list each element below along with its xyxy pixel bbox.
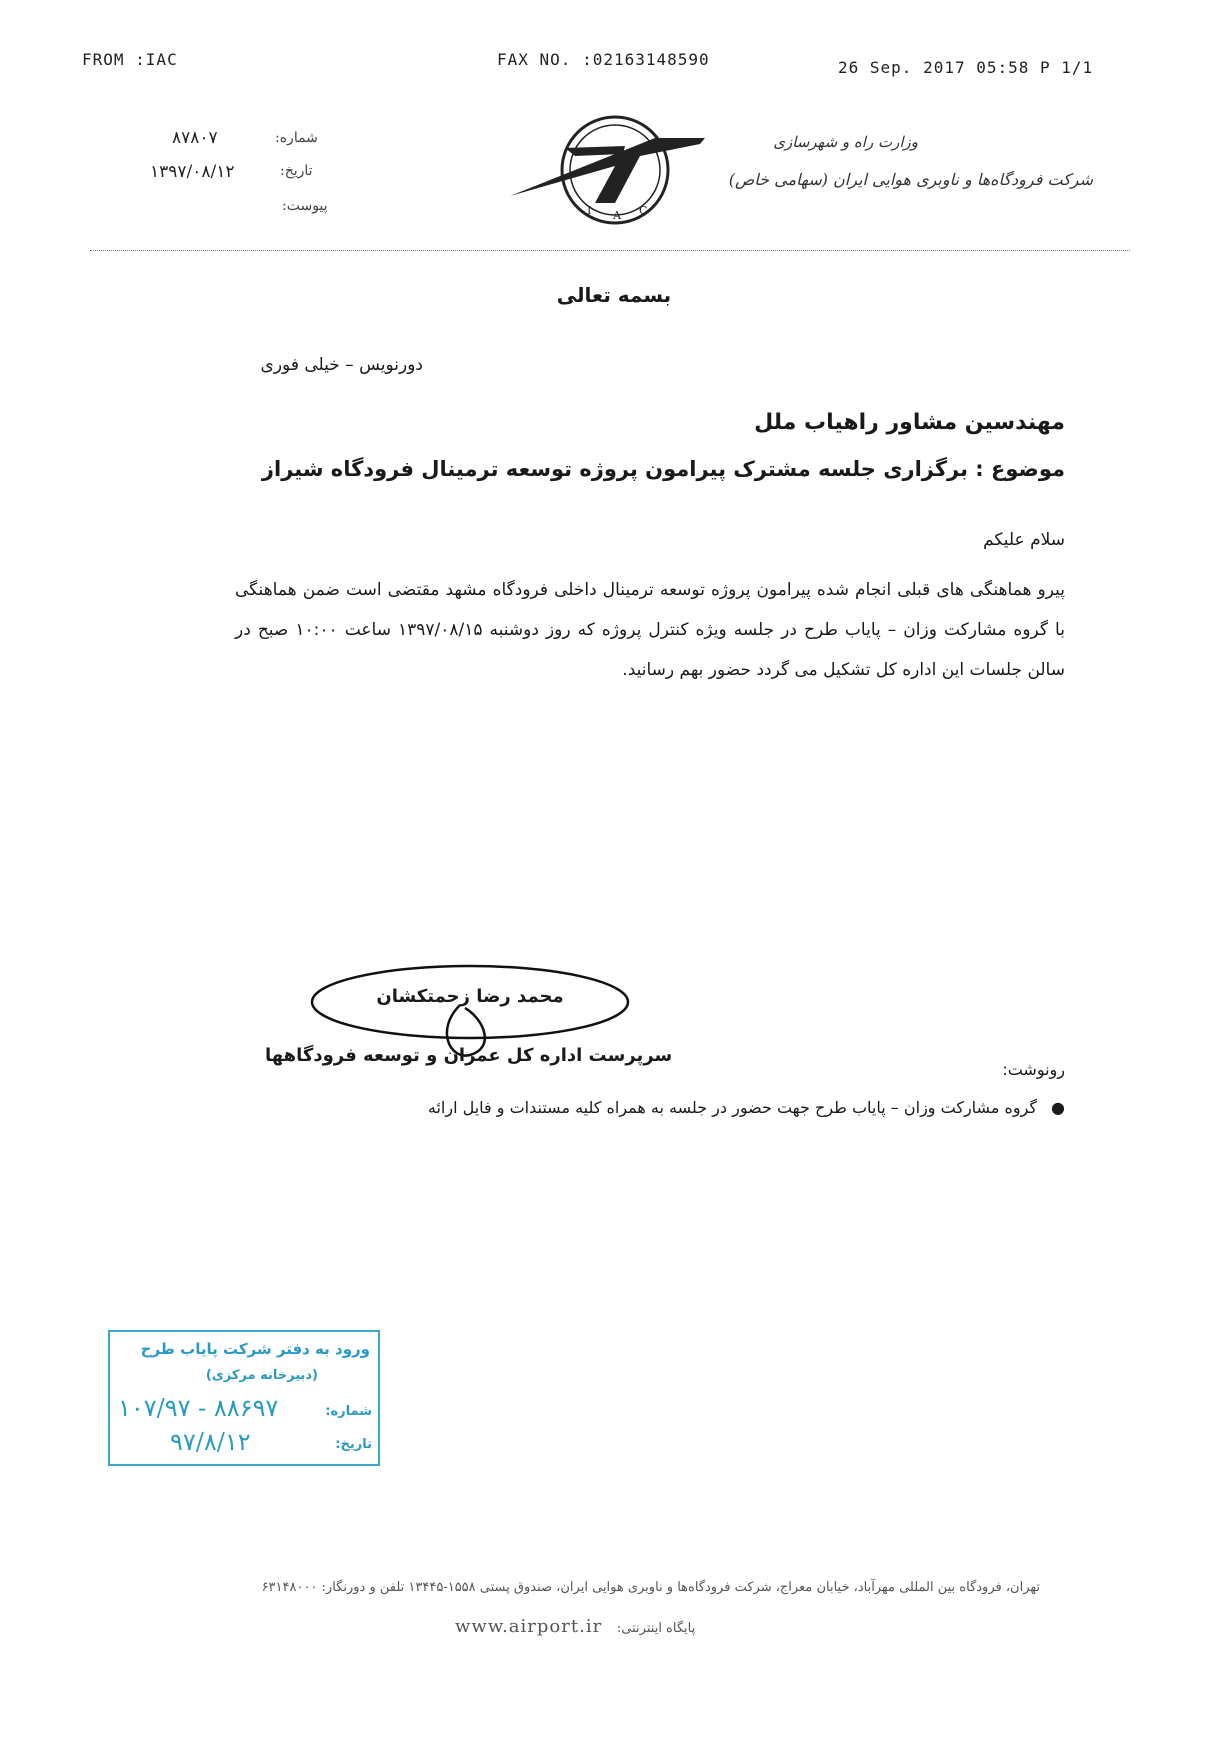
bullet-icon: ●: [1051, 1098, 1065, 1117]
stamp-number-value: ۱۰۷/۹۷ - ۸۸۶۹۷: [118, 1394, 279, 1422]
footer-website: [455, 1616, 695, 1637]
incoming-stamp: [108, 1330, 380, 1466]
stamp-title: ورود به دفتر شرکت پایاب طرح: [140, 1340, 370, 1358]
footer-website-label: پایگاه اینترنتی:: [616, 1621, 696, 1636]
logo-letter-i: I: [587, 204, 592, 217]
cc-item: [428, 1098, 1065, 1117]
cc-label: رونوشت:: [1002, 1060, 1065, 1079]
ministry-name: وزارت راه و شهرسازی: [773, 133, 918, 151]
bismillah: بسمه تعالی: [556, 283, 672, 307]
signatory-title: سرپرست اداره کل عمران و توسعه فرودگاهها: [265, 1045, 673, 1066]
signatory-name: محمد رضا زحمتکشان: [376, 986, 564, 1007]
priority-note: دورنویس – خیلی فوری: [260, 355, 423, 375]
stamp-subtitle: (دبیرخانه مرکزی): [205, 1368, 318, 1383]
fax-from: FROM :IAC: [82, 50, 178, 69]
logo-letter-c: C: [639, 204, 648, 217]
letter-number-label: شماره:: [275, 130, 318, 146]
stamp-date-value: ۹۷/۸/۱۲: [170, 1428, 251, 1456]
letter-attachment-label: پیوست:: [282, 198, 328, 214]
footer-website-url: www.airport.ir: [455, 1616, 603, 1637]
letter-date-value: ۱۳۹۷/۰۸/۱۲: [150, 162, 235, 182]
letter-date-label: تاریخ:: [280, 163, 313, 179]
subject: موضوع : برگزاری جلسه مشترک پیرامون پروژه توسعه ترمینال فرودگاه شیراز: [261, 457, 1065, 481]
logo-letter-a: A: [613, 209, 621, 222]
fax-number: FAX NO. :02163148590: [497, 50, 710, 69]
header-divider: [90, 250, 1130, 251]
iac-logo: [505, 108, 715, 228]
fax-datetime: 26 Sep. 2017 05:58 P 1/1: [838, 58, 1094, 77]
body-paragraph: پیرو هماهنگی های قبلی انجام شده پیرامون پروژه توسعه ترمینال داخلی فرودگاه مشهد مقتضی است ضمن هماهنگی با گروه مشارکت وزان – پایاب طرح در جلسه ویژه کنترل پروژه که روز دوشنبه ۱۳۹۷/۰۸/۱۵ ساعت ۱۰:۰۰ صبح در سالن جلسات این اداره کل تشکیل می گردد حضور بهم رسانید.: [235, 580, 1065, 680]
company-name: شرکت فرودگاه‌ها و ناوبری هوایی ایران (سهامی خاص): [728, 170, 1093, 189]
cc-item-text: گروه مشارکت وزان – پایاب طرح جهت حضور در جلسه به همراه کلیه مستندات و فایل ارائه: [427, 1098, 1038, 1117]
letter-number-value: ۸۷۸۰۷: [172, 128, 218, 148]
recipient: مهندسین مشاور راهیاب ملل: [754, 410, 1065, 435]
stamp-date-label: تاریخ:: [335, 1437, 372, 1452]
greeting: سلام علیکم: [983, 530, 1065, 550]
footer-address: تهران، فرودگاه بین المللی مهرآباد، خیابان معراج، شرکت فرودگاه‌ها و ناوبری هوایی ایران، صندوق پستی ۱۵۵۸-۱۳۴۴۵ تلفن و دورنگار: ۶۳۱۴۸۰۰۰: [261, 1580, 1040, 1595]
stamp-number-label: شماره:: [325, 1404, 372, 1419]
